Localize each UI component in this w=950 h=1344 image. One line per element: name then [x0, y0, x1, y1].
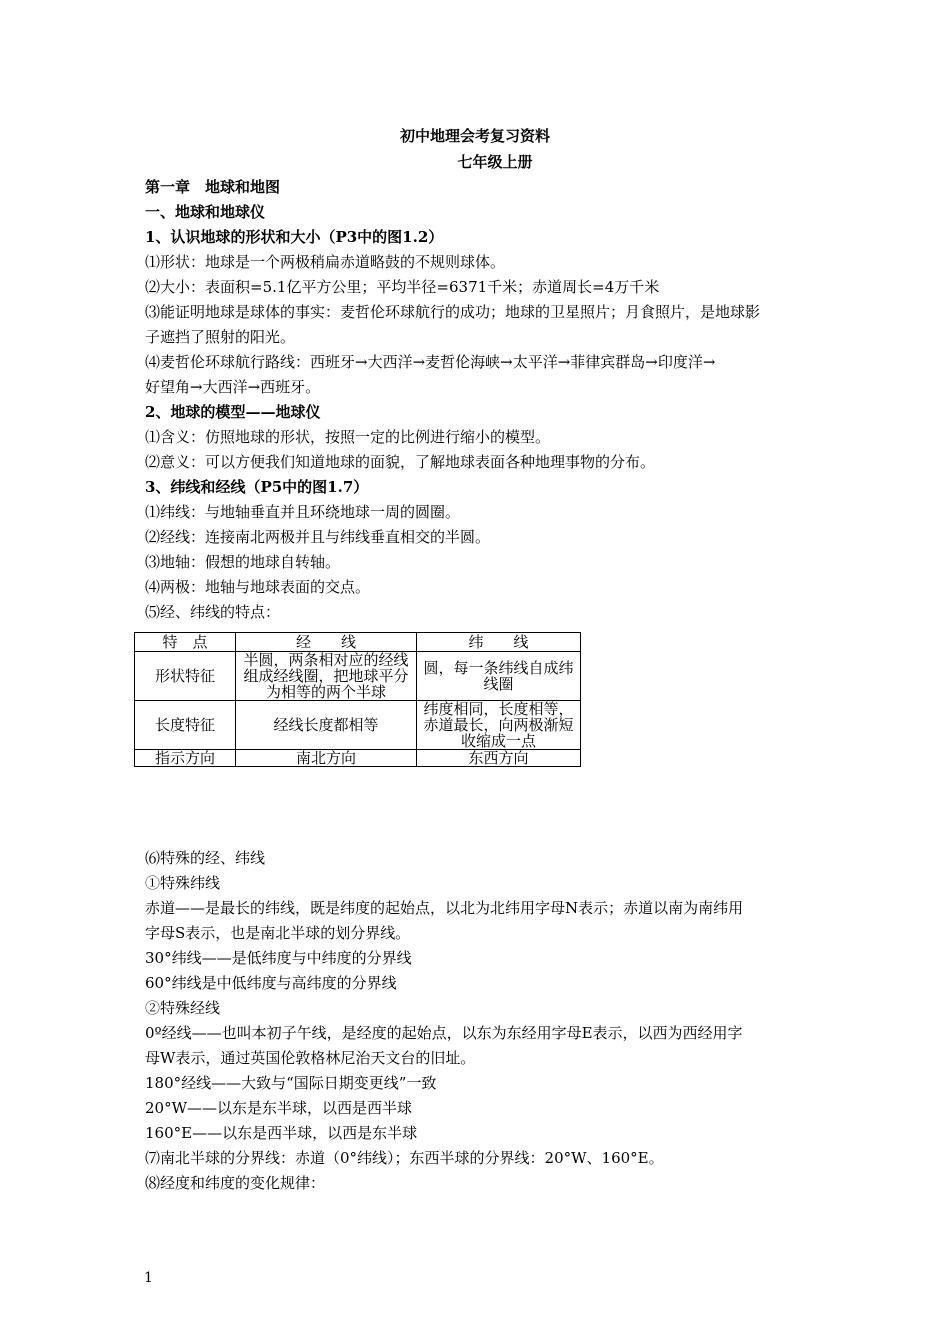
- page-number: 1: [144, 1270, 153, 1286]
- subsection-heading: 3、纬线和经线（P5中的图1.7）: [145, 478, 369, 496]
- table-cell: 指示方向: [135, 750, 236, 767]
- text-line: ②特殊经线: [145, 999, 221, 1017]
- subsection-heading: 2、地球的模型——地球仪: [145, 403, 321, 421]
- table-cell: 形状特征: [135, 652, 236, 701]
- table-header-cell: 经 线: [236, 633, 417, 652]
- table-cell: 半圆，两条相对应的经线组成经线圈，把地球平分为相等的两个半球: [236, 652, 417, 701]
- text-line: ⑴含义：仿照地球的形状，按照一定的比例进行缩小的模型。: [145, 428, 551, 446]
- text-line: 母W表示，通过英国伦敦格林尼治天文台的旧址。: [145, 1049, 476, 1067]
- document-title: 初中地理会考复习资料: [399, 127, 550, 145]
- text-line: 子遮挡了照射的阳光。: [145, 328, 296, 346]
- table-header-cell: 特 点: [135, 633, 236, 652]
- text-line: ⑴形状：地球是一个两极稍扁赤道略鼓的不规则球体。: [145, 253, 506, 271]
- text-line: 180°经线——大致与“国际日期变更线”一致: [145, 1074, 437, 1092]
- text-line: ⑷麦哲伦环球航行路线：西班牙→大西洋→麦哲伦海峡→太平洋→菲律宾群岛→印度洋→: [145, 353, 716, 371]
- text-line: ⑹特殊的经、纬线: [145, 849, 266, 867]
- table-header-row: [135, 633, 581, 652]
- text-line: 60°纬线是中低纬度与高纬度的分界线: [145, 974, 397, 992]
- table-row: [135, 652, 581, 701]
- text-line: 20°W——以东是东半球，以西是西半球: [145, 1099, 413, 1117]
- table-row: [135, 750, 581, 767]
- text-line: ⑶地轴：假想的地球自转轴。: [145, 553, 341, 571]
- text-line: 好望角→大西洋→西班牙。: [145, 378, 321, 396]
- text-line: ⑷两极：地轴与地球表面的交点。: [145, 578, 371, 596]
- table-cell: 南北方向: [236, 750, 417, 767]
- section-heading: 一、地球和地球仪: [145, 203, 266, 221]
- table-row: [135, 701, 581, 750]
- text-line: ①特殊纬线: [145, 874, 221, 892]
- text-line: ⑵大小：表面积=5.1亿平方公里；平均半径=6371千米；赤道周长=4万千米: [145, 278, 660, 296]
- table-cell: 圆，每一条纬线自成纬线圈: [417, 652, 581, 701]
- text-line: ⑶能证明地球是球体的事实：麦哲伦环球航行的成功；地球的卫星照片；月食照片，是地球影: [145, 303, 761, 321]
- text-line: ⑸经、纬线的特点：: [145, 603, 281, 621]
- table-header-cell: 纬 线: [417, 633, 581, 652]
- text-line: ⑻经度和纬度的变化规律：: [145, 1174, 326, 1192]
- text-line: ⑴纬线：与地轴垂直并且环绕地球一周的圆圈。: [145, 503, 461, 521]
- text-line: 赤道——是最长的纬线，既是纬度的起始点，以北为北纬用字母N表示；赤道以南为南纬用: [145, 899, 744, 917]
- table-cell: 经线长度都相等: [236, 701, 417, 750]
- document-subtitle: 七年级上册: [457, 153, 533, 171]
- text-line: 字母S表示，也是南北半球的划分界线。: [145, 924, 411, 942]
- text-line: 160°E——以东是西半球，以西是东半球: [145, 1124, 418, 1142]
- text-line: ⑵意义：可以方便我们知道地球的面貌，了解地球表面各种地理事物的分布。: [145, 453, 656, 471]
- text-line: 30°纬线——是低纬度与中纬度的分界线: [145, 949, 412, 967]
- text-line: ⑵经线：连接南北两极并且与纬线垂直相交的半圆。: [145, 528, 491, 546]
- table-cell: 长度特征: [135, 701, 236, 750]
- table-cell: 东西方向: [417, 750, 581, 767]
- text-line: 0º经线——也叫本初子午线，是经度的起始点，以东为东经用字母E表示，以西为西经用字: [145, 1024, 743, 1042]
- text-line: ⑺南北半球的分界线：赤道（0°纬线）；东西半球的分界线：20°W、160°E。: [145, 1149, 664, 1167]
- table-cell: 纬度相同，长度相等，赤道最长，向两极渐短收缩成一点: [417, 701, 581, 750]
- meridian-parallel-table: [134, 632, 581, 767]
- chapter-heading: 第一章 地球和地图: [145, 178, 281, 196]
- subsection-heading: 1、认识地球的形状和大小（P3中的图1.2）: [145, 228, 444, 246]
